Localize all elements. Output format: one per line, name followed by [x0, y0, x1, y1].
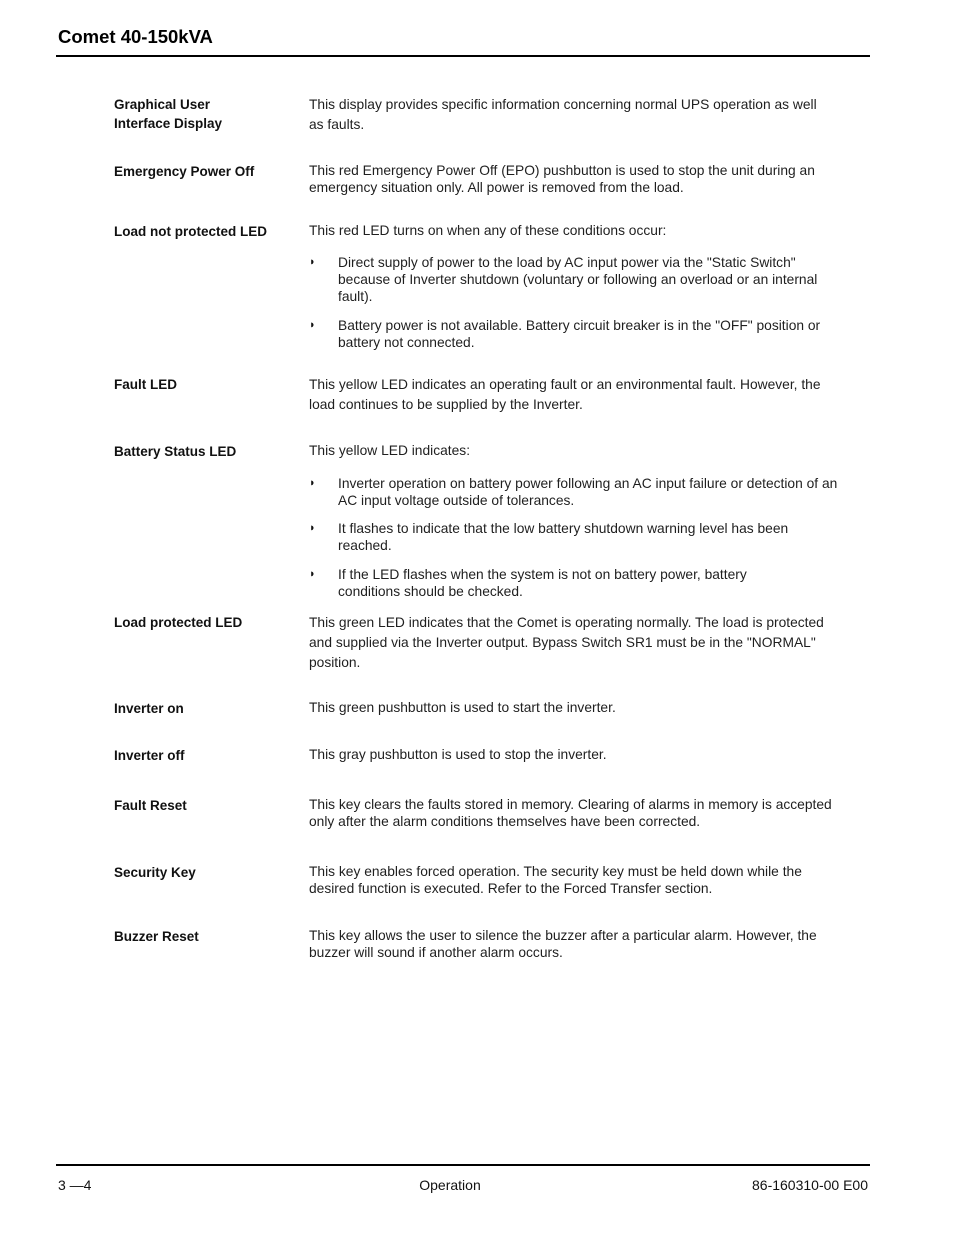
bullet-icon: ◗ — [309, 568, 316, 580]
bullet-item — [309, 520, 839, 554]
bullet-item — [309, 254, 839, 306]
entry-term: Security Key — [114, 865, 196, 880]
bullet-text: If the LED flashes when the system is not on battery power, battery conditions should be checked. — [338, 567, 747, 600]
footer-section-title: Operation — [419, 1177, 481, 1193]
entry-term: Inverter on — [114, 701, 184, 716]
entry-description: This green LED indicates that the Comet is operating normally. The load is protected and supplied via the Inverter output. Bypass Switch SR1 must be in the "NORMAL" position. — [309, 615, 824, 670]
document-number: 86-160310-00 E00 — [752, 1177, 868, 1193]
entry-description: This key allows the user to silence the buzzer after a particular alarm. However, the buzzer will sound if another alarm occurs. — [309, 928, 817, 961]
entry-description: This green pushbutton is used to start the inverter. — [309, 700, 616, 715]
entry-term: Fault LED — [114, 377, 177, 392]
entry-term: Graphical User Interface Display — [114, 97, 223, 131]
entry-term: Emergency Power Off — [114, 164, 255, 179]
entry-term: Load not protected LED — [114, 224, 267, 239]
header-rule — [56, 55, 870, 57]
footer-rule — [56, 1164, 870, 1166]
bullet-item — [309, 317, 839, 351]
entry-description: This gray pushbutton is used to stop the inverter. — [309, 747, 607, 762]
bullet-item — [309, 475, 839, 509]
entry-term: Battery Status LED — [114, 444, 237, 459]
bullet-text: Direct supply of power to the load by AC input power via the "Static Switch" because of Inverter shutdown (voluntary or following an overload or an internal fault). — [338, 255, 818, 305]
bullet-icon: ◗ — [309, 319, 316, 331]
page-header-title: Comet 40-150kVA — [58, 26, 213, 47]
entry-description: This red Emergency Power Off (EPO) pushbutton is used to stop the unit during an emergency situation only. All power is removed from the load. — [309, 163, 815, 196]
entry-description: This yellow LED indicates: — [309, 443, 471, 458]
bullet-icon: ◗ — [309, 522, 316, 534]
bullet-item — [309, 566, 839, 600]
entry-term: Buzzer Reset — [114, 929, 199, 944]
entry-term: Inverter off — [114, 748, 185, 763]
entry-term: Fault Reset — [114, 798, 187, 813]
entry-description: This display provides specific information concerning normal UPS operation as well as faults. — [309, 97, 817, 132]
bullet-text: Inverter operation on battery power following an AC input failure or detection of an AC input voltage outside of tolerances. — [338, 476, 838, 509]
entry-term: Load protected LED — [114, 615, 243, 630]
entry-description: This key enables forced operation. The security key must be held down while the desired function is executed. Refer to the Forced Transfer section. — [309, 864, 802, 897]
entry-description: This key clears the faults stored in memory. Clearing of alarms in memory is accepted only after the alarm conditions themselves have been corrected. — [309, 797, 832, 830]
bullet-text: It flashes to indicate that the low battery shutdown warning level has been reached. — [338, 521, 789, 554]
bullet-text: Battery power is not available. Battery circuit breaker is in the "OFF" position or battery not connected. — [338, 318, 821, 351]
page-number: 3 —4 — [58, 1177, 92, 1193]
bullet-icon: ◗ — [309, 256, 316, 268]
bullet-icon: ◗ — [309, 477, 316, 489]
entry-description: This yellow LED indicates an operating fault or an environmental fault. However, the load continues to be supplied by the Inverter. — [309, 377, 821, 412]
entry-description: This red LED turns on when any of these conditions occur: — [309, 223, 667, 238]
